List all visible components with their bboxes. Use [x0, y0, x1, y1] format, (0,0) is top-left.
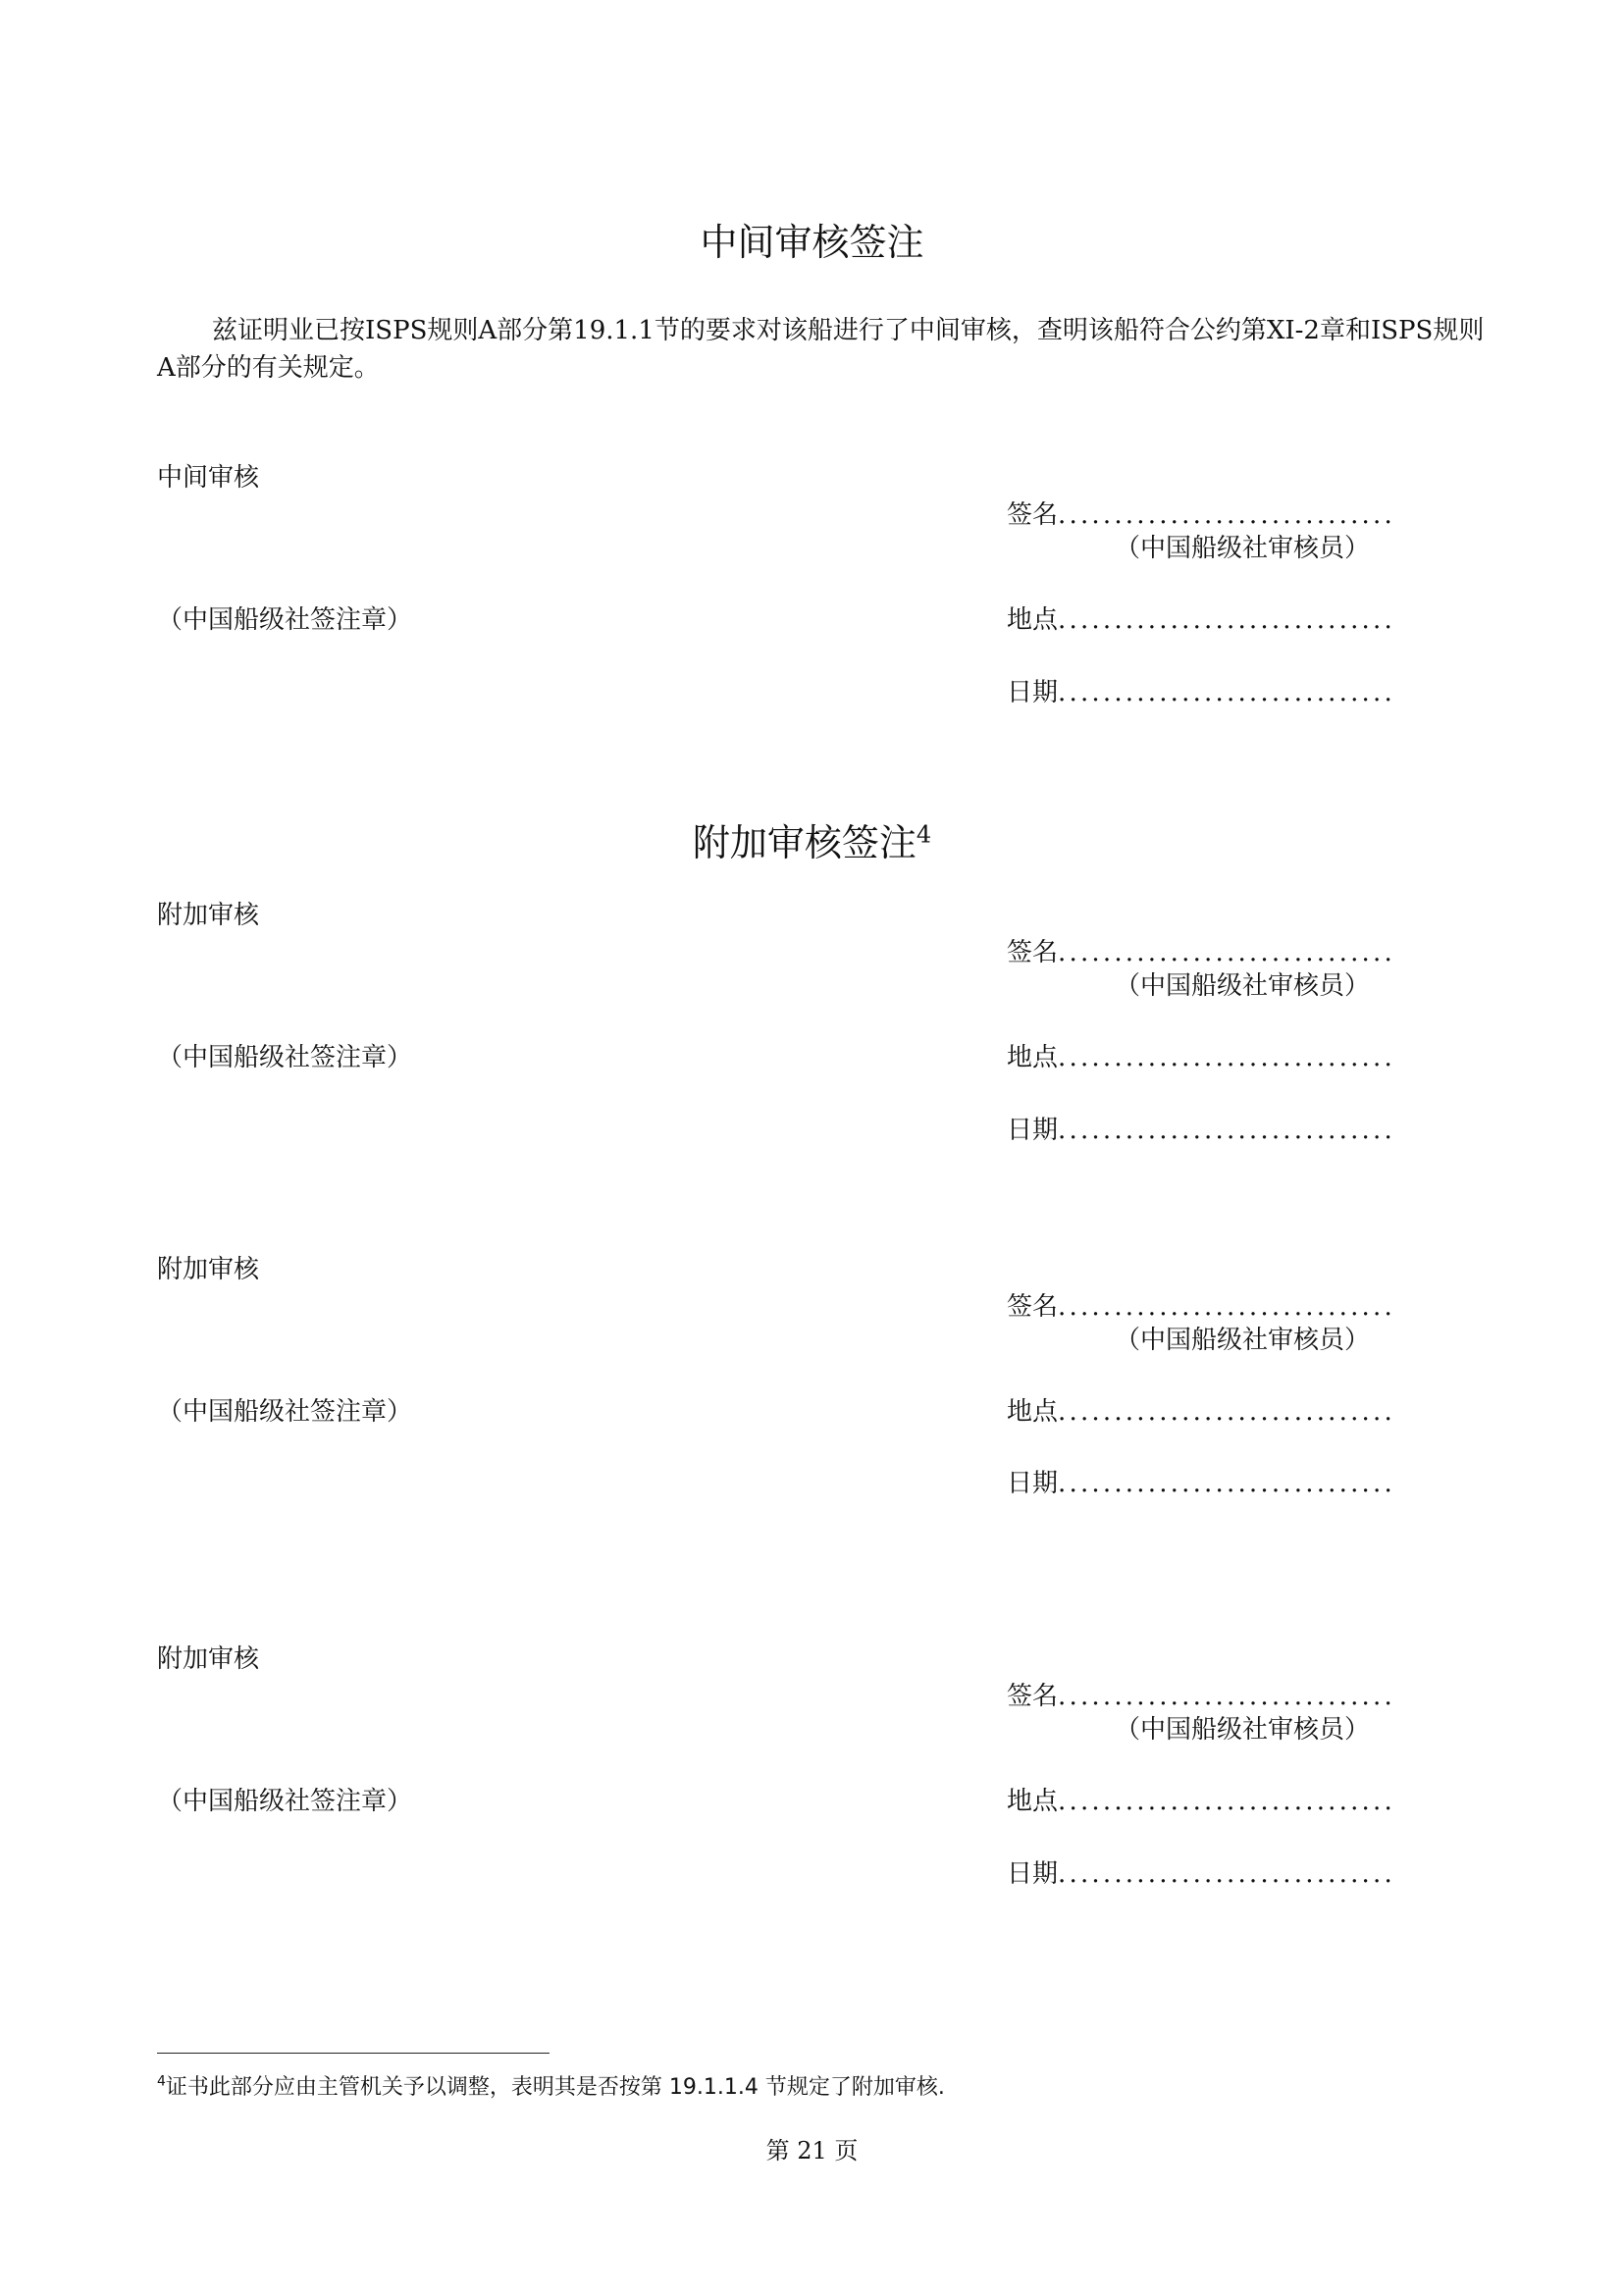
additional-stamp-label-3: （中国船级社签注章）: [157, 1787, 413, 1816]
additional-stamp-label-1: （中国船级社签注章）: [157, 1043, 413, 1072]
additional-date-field-3: [1007, 1853, 1395, 1890]
additional-auditor-note-2: （中国船级社审核员）: [1115, 1326, 1371, 1355]
section1-title: [0, 212, 1624, 266]
additional-stamp-label-2: （中国船级社签注章）: [157, 1397, 413, 1427]
interim-place-field: [1007, 600, 1395, 636]
footnote-marker: 4: [157, 2073, 166, 2090]
interim-stamp-label: （中国船级社签注章）: [157, 605, 413, 635]
date-dots: ..............................: [1058, 1469, 1395, 1498]
date-label: 日期: [1007, 678, 1059, 707]
section1-paragraph: [157, 312, 1492, 387]
date-label: 日期: [1007, 1859, 1059, 1889]
date-dots: ..............................: [1058, 1116, 1395, 1145]
place-dots: ..............................: [1058, 605, 1395, 635]
additional-audit-heading-3: 附加审核: [157, 1644, 260, 1674]
place-label: 地点: [1007, 605, 1059, 635]
place-label: 地点: [1007, 1397, 1059, 1427]
interim-signature-field: [1007, 495, 1395, 531]
additional-signature-field-1: [1007, 932, 1395, 968]
signature-dots: ..............................: [1058, 1292, 1395, 1322]
additional-place-field-2: [1007, 1391, 1395, 1428]
additional-date-field-2: [1007, 1463, 1395, 1499]
additional-auditor-note-3: （中国船级社审核员）: [1115, 1715, 1371, 1745]
place-label: 地点: [1007, 1787, 1059, 1816]
place-dots: ..............................: [1058, 1043, 1395, 1072]
interim-date-field: [1007, 672, 1395, 708]
signature-label: 签名: [1007, 500, 1059, 530]
additional-place-field-3: [1007, 1781, 1395, 1817]
footnote-ref-4: 4: [916, 820, 932, 849]
place-dots: ..............................: [1058, 1397, 1395, 1427]
interim-audit-heading: 中间审核: [157, 463, 260, 493]
page-number: 第 21 页: [765, 2137, 859, 2164]
footnote-text: 证书此部分应由主管机关予以调整，表明其是否按第 19.1.1.4 节规定了附加审核.: [165, 2075, 945, 2100]
section1-title-text: 中间审核签注: [700, 221, 924, 264]
signature-label: 签名: [1007, 1292, 1059, 1322]
signature-dots: ..............................: [1058, 1682, 1395, 1711]
date-label: 日期: [1007, 1469, 1059, 1498]
place-label: 地点: [1007, 1043, 1059, 1072]
additional-audit-heading-2: 附加审核: [157, 1255, 260, 1284]
signature-label: 签名: [1007, 1682, 1059, 1711]
date-label: 日期: [1007, 1116, 1059, 1145]
additional-place-field-1: [1007, 1037, 1395, 1073]
place-dots: ..............................: [1058, 1787, 1395, 1816]
additional-signature-field-3: [1007, 1676, 1395, 1712]
interim-auditor-note: （中国船级社审核员）: [1115, 534, 1371, 563]
signature-dots: ..............................: [1058, 500, 1395, 530]
footnote: [157, 2070, 945, 2101]
signature-dots: ..............................: [1058, 938, 1395, 967]
section2-title-text: 附加审核签注: [692, 821, 917, 864]
additional-date-field-1: [1007, 1110, 1395, 1146]
signature-label: 签名: [1007, 938, 1059, 967]
footnote-separator: [157, 2053, 550, 2054]
additional-auditor-note-1: （中国船级社审核员）: [1115, 971, 1371, 1001]
section2-title: [0, 812, 1624, 866]
section1-paragraph-text: 兹证明业已按ISPS规则A部分第19.1.1节的要求对该船进行了中间审核，查明该船符合公约第XI-2章和ISPS规则A部分的有关规定。: [157, 316, 1485, 383]
date-dots: ..............................: [1058, 1859, 1395, 1889]
additional-signature-field-2: [1007, 1286, 1395, 1323]
date-dots: ..............................: [1058, 678, 1395, 707]
additional-audit-heading-1: 附加审核: [157, 901, 260, 930]
